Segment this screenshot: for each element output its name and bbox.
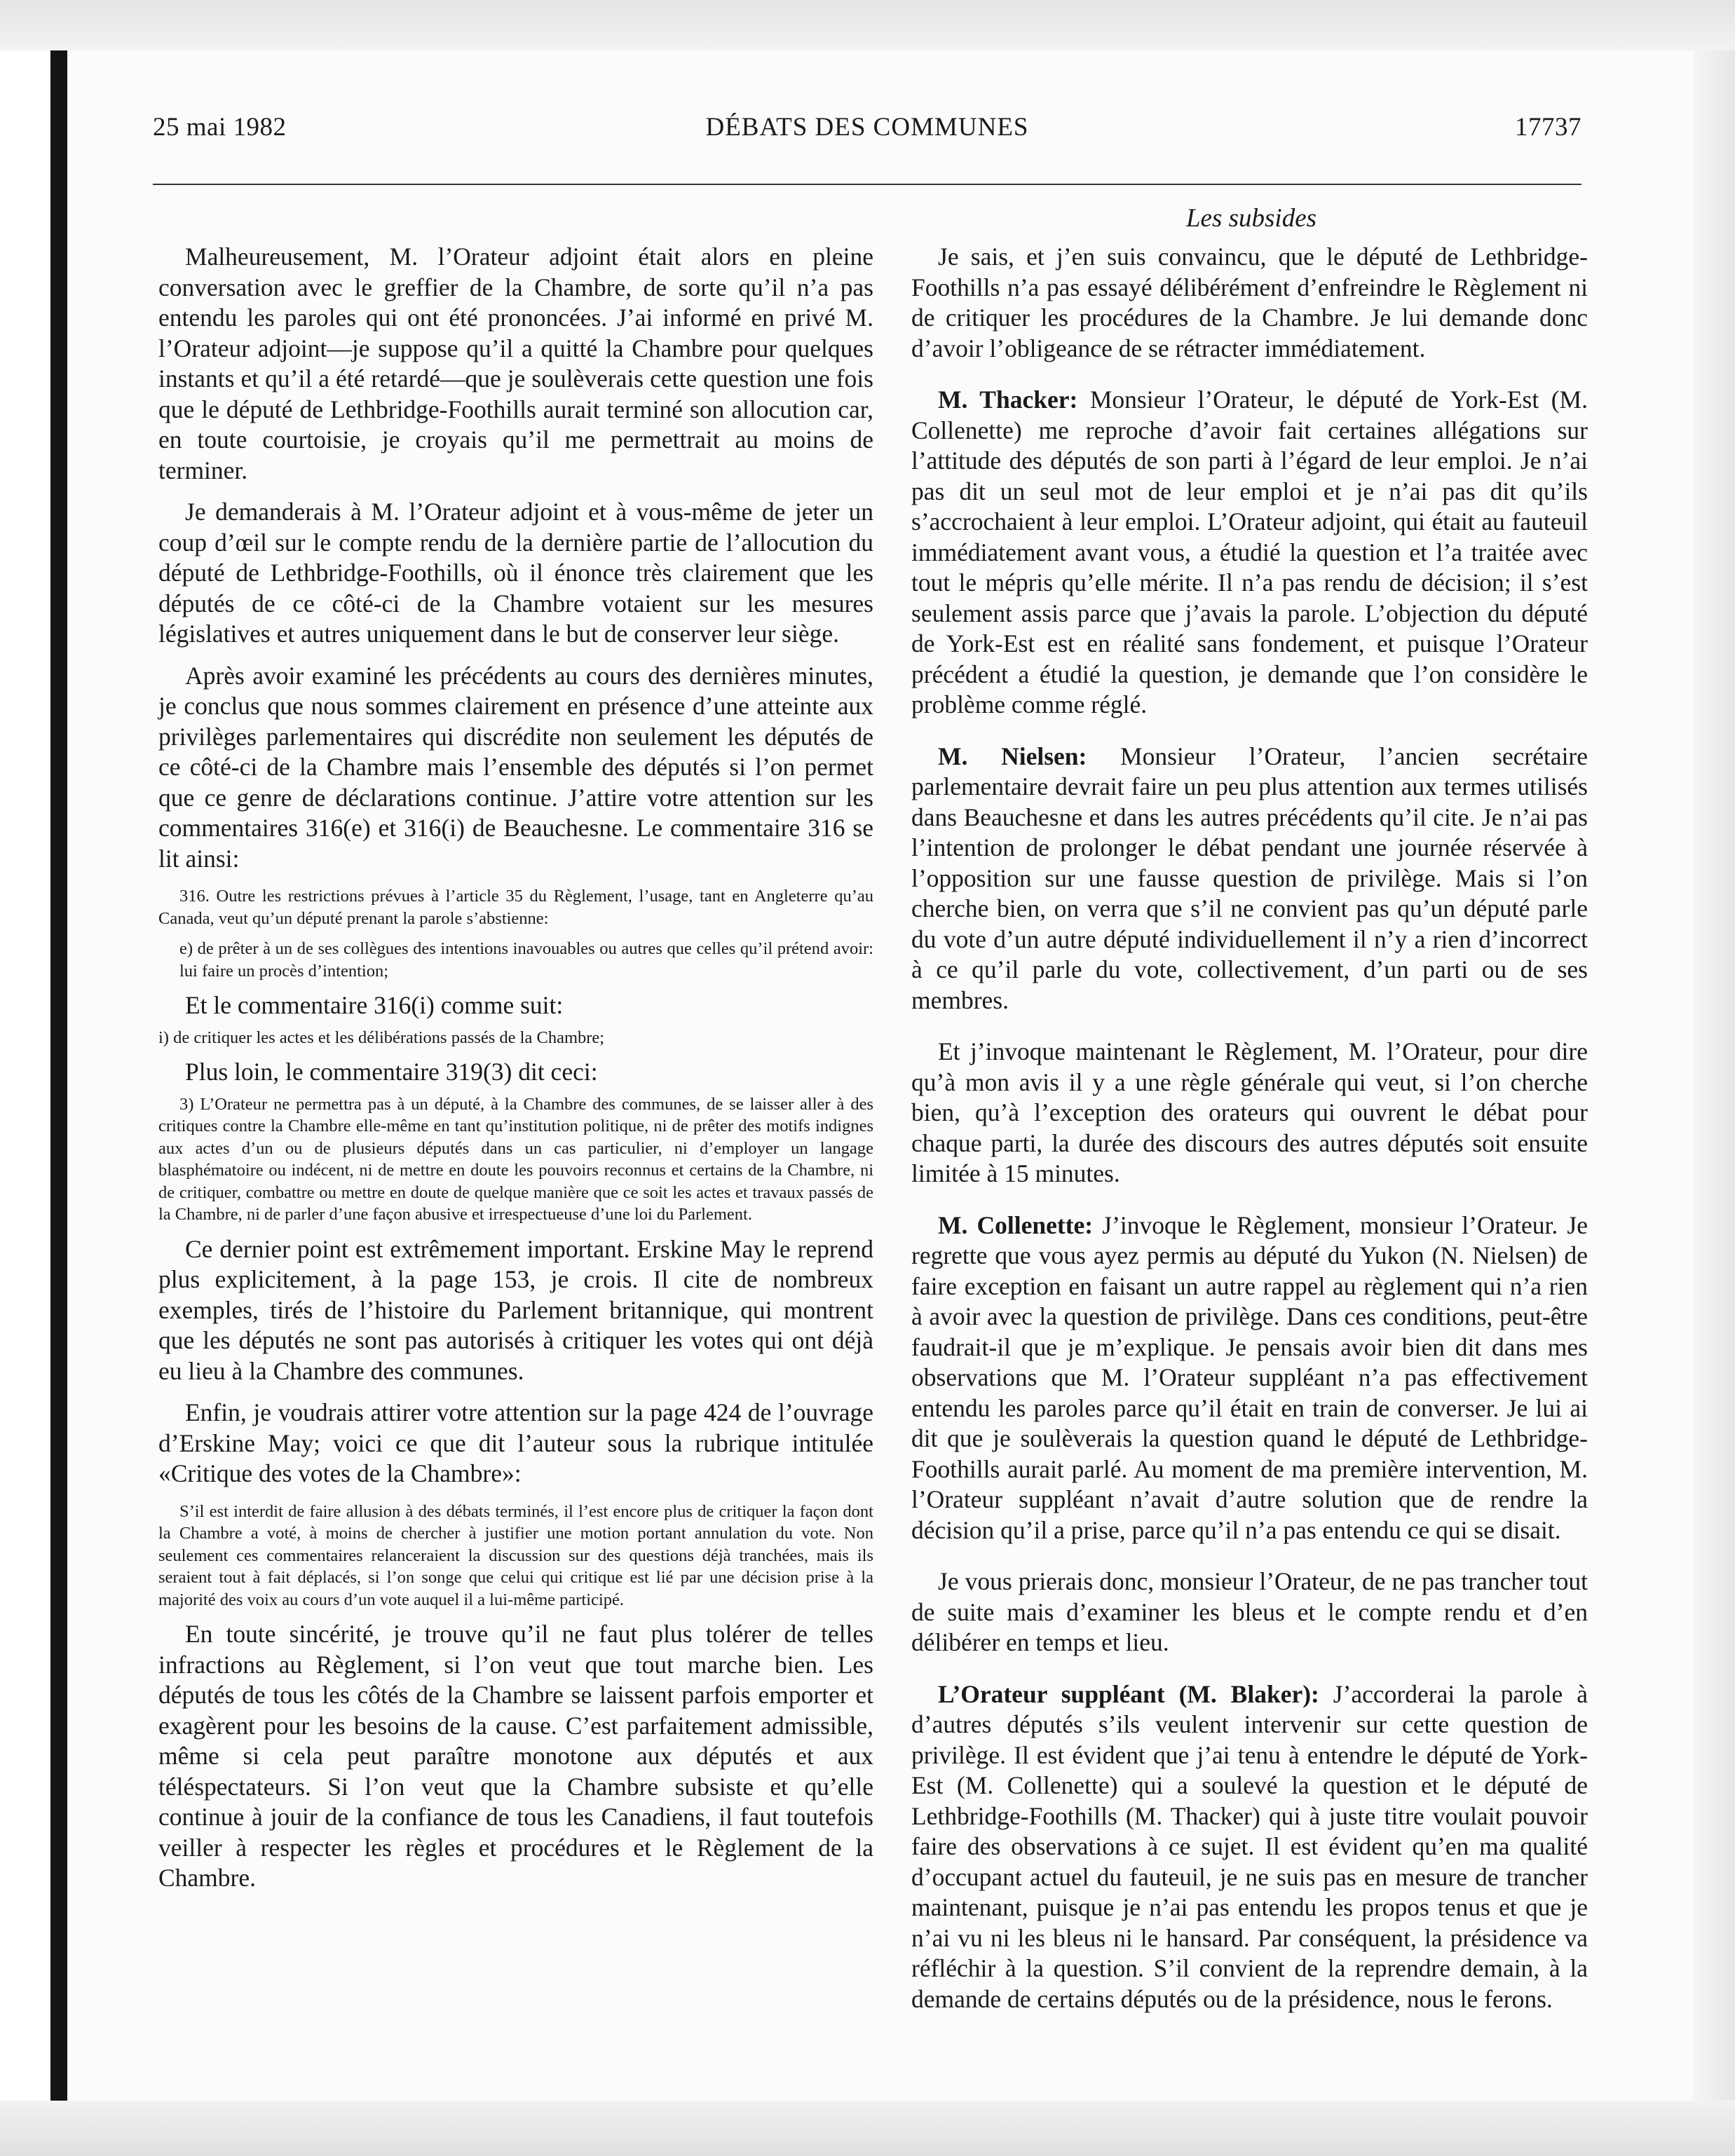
speaker-name: M. Thacker: (938, 386, 1078, 414)
header-rule (153, 184, 1581, 185)
speech-text: J’invoque le Règlement, monsieur l’Orateur. Je regrette que vous ayez permis au député du Yukon (N. Nielsen) de faire exception en faisant un autre rappel au règlement qui n’a rien à avoir avec la question de privilège. Dans ces conditions, peut-être faudrait-il que je m’explique. Je pensais avoir bien dit dans mes observations que M. l’Orateur suppléant n’a pas effectivement entendu les paroles parce qu’il était en train de converser. Je lui ai dit que je soulèverais la question quand le député de Lethbridge-Foothills aurait parlé. Au moment de ma première intervention, M. l’Orateur suppléant n’avait d’autre solution que de rendre la décision qu’il a prise, parce qu’il n’a pas entendu ce qui se disait. (911, 1210, 1588, 1544)
paragraph: Et le commentaire 316(i) comme suit: (185, 991, 564, 1019)
block-quote: 3) L’Orateur ne permettra pas à un député, à la Chambre des communes, de se laisser aller à des critiques contre la Chambre elle-même en tant qu’institution politique, ni de prêter des motifs indignes aux actes d’un ou de plusieurs députés dans un cas particulier, ni d’employer un langage blasphématoire ou indécent, ni de mettre en doute les pouvoirs reconnus et certains de la Chambre, ni de critiquer, combattre ou mettre en doute de quelque manière que ce soit les actes et travaux passés de la Chambre, ni de parler d’une façon abusive et irrespectueuse d’une loi du Parlement. (158, 1094, 873, 1224)
paragraph: Enfin, je voudrais attirer votre attention sur la page 424 de l’ouvrage d’Erskine May; voici ce que dit l’auteur sous la rubrique intitulée «Critique des votes de la Chambre»: (158, 1398, 873, 1487)
left-column (158, 242, 873, 1905)
block-quote: i) de critiquer les actes et les délibérations passés de la Chambre; (158, 1028, 605, 1047)
speech-text: Monsieur l’Orateur, l’ancien secrétaire parlementaire devrait faire un peu plus attention aux termes utilisés dans Beauchesne et dans les autres précédents qu’il cite. Je n’ai pas l’intention de prolonger le débat pendant une journée réservée à l’opposition sur une fausse question de privilège. Mais si l’on cherche bien, on verra que s’il ne convient pas qu’un député parle du vote d’un autre député individuellement il n’y a rien d’incorrect à ce qu’il parle du vote, collectivement, d’un parti ou de ses membres. (911, 742, 1588, 1014)
speech (911, 1210, 1588, 1546)
scan-border-right (1693, 50, 1735, 2156)
header-date: 25 mai 1982 (153, 113, 287, 142)
paragraph: Ce dernier point est extrêmement important. Erskine May le reprend plus explicitement, à la page 153, je crois. Il cite de nombreux exemples, tirés de l’histoire du Parlement britannique, qui montrent que les députés ne sont pas autorisés à critiquer les votes qui ont déjà eu lieu à la Chambre des communes. (158, 1234, 873, 1385)
paragraph: Je vous prierais donc, monsieur l’Orateur, de ne pas trancher tout de suite mais d’examiner les bleus et le compte rendu et d’en délibérer en temps et lieu. (911, 1567, 1588, 1656)
paragraph: Et j’invoque maintenant le Règlement, M. l’Orateur, pour dire qu’à mon avis il y a une règle générale qui veut, si l’on cherche bien, qu’à l’exception des orateurs qui ouvrent le débat pour chaque parti, la durée des discours des autres députés soit ensuite limitée à 15 minutes. (911, 1037, 1588, 1187)
page-number: 17737 (1515, 113, 1581, 142)
block-quote: 316. Outre les restrictions prévues à l’article 35 du Règlement, l’usage, tant en Angleterre qu’au Canada, veut qu’un député prenant la parole s’abstienne: (158, 887, 873, 928)
paragraph: Plus loin, le commentaire 319(3) dit ceci: (185, 1058, 598, 1086)
speech-text: Monsieur l’Orateur, le député de York-Est (M. Collenette) me reproche d’avoir fait certaines allégations sur l’attitude des députés de son parti à l’égard de leur emploi. Je n’ai pas dit un seul mot de leur emploi et je n’ai pas dit qu’ils s’accrochaient à leur emploi. L’Orateur adjoint, qui était au fauteuil immédiatement avant vous, a étudié la question et l’a traitée avec tout le mépris qu’elle mérite. Il n’a pas rendu de décision; il s’est seulement assis parce que j’avais la parole. L’objection du député de York-Est est en réalité sans fondement, et puisque l’Orateur précédent a étudié la question, je demande que l’on considère le problème comme réglé. (911, 386, 1588, 718)
paragraph: En toute sincérité, je trouve qu’il ne faut plus tolérer de telles infractions au Règlement, si l’on veut que tout marche bien. Les députés de tous les côtés de la Chambre se laissent parfois emporter et exagèrent pour les besoins de la cause. C’est parfaitement admissible, même si cela peut paraître monotone aux députés et aux téléspectateurs. Si l’on veut que la Chambre subsiste et qu’elle continue à jouir de la confiance de tous les Canadiens, il faut toutefois veiller à respecter les règles et procédures et le Règlement de la Chambre. (158, 1620, 873, 1892)
speaker-name: L’Orateur suppléant (M. Blaker): (938, 1679, 1319, 1708)
speaker-name: M. Collenette: (938, 1210, 1094, 1239)
paragraph: Je sais, et j’en suis convaincu, que le député de Lethbridge-Foothills n’a pas essayé délibérément d’enfreindre le Règlement ni de critiquer les procédures de la Chambre. Je lui demande donc d’avoir l’obligeance de se rétracter immédiatement. (911, 243, 1588, 362)
speech-text: J’accorderai la parole à d’autres députés s’ils veulent intervenir sur cette question de privilège. Il est évident que j’ai tenu à entendre le député de York-Est (M. Collenette) qui a soulevé la question et le député de Lethbridge-Foothills (M. Thacker) qui à juste titre voulait pouvoir faire des observations à ce sujet. Il est évident qu’en ma qualité d’occupant actuel du fauteuil, je ne suis pas en mesure de trancher maintenant, puisque je n’ai pas entendu les propos tenus et que je n’ai vu ni les bleus ni le hansard. Par conséquent, la présidence va réfléchir à la question. S’il convient de la reprendre demain, à la demande de certains députés ou de la présidence, nous le ferons. (911, 1679, 1588, 2013)
paragraph: Je demanderais à M. l’Orateur adjoint et à vous-même de jeter un coup d’œil sur le compte rendu de la dernière partie de l’allocution du député de Lethbridge-Foothills, où il énonce très clairement que les députés de ce côté-ci de la Chambre votaient sur les mesures législatives et autres uniquement dans le but de conserver leur siège. (158, 498, 873, 648)
paragraph: Malheureusement, M. l’Orateur adjoint était alors en pleine conversation avec le greffier de la Chambre, de sorte qu’il n’a pas entendu les paroles qui ont été prononcées. J’ai informé en privé M. l’Orateur adjoint—je suppose qu’il a quitté la Chambre pour quelques instants et qu’il a été retardé—que je soulèverais cette question une fois que le député de Lethbridge-Foothills aurait terminé son allocution car, en toute courtoisie, je croyais qu’il me permettrait au moins de terminer. (158, 243, 873, 484)
scan-binding-edge (50, 50, 67, 2101)
block-quote: e) de prêter à un de ses collègues des intentions inavouables ou autres que celles qu’il prétend avoir: lui faire un procès d’intention; (179, 939, 873, 981)
scan-border-top (0, 0, 1735, 50)
speech (911, 1679, 1588, 2015)
block-quote: S’il est interdit de faire allusion à des débats terminés, il l’est encore plus de critiquer la façon dont la Chambre a voté, à moins de chercher à justifier une motion portant annulation du vote. Non seulement ces commentaires relanceraient la discussion sur des questions déjà tranchées, mais ils seraient tout à fait déplacés, si l’on songe que celui qui critique est lié par une décision prise à la majorité des voix au cours d’un vote auquel il a lui-même participé. (158, 1501, 873, 1609)
header-title: DÉBATS DES COMMUNES (705, 113, 1029, 142)
paragraph: Après avoir examiné les précédents au cours des dernières minutes, je conclus que nous sommes clairement en présence d’une atteinte aux privilèges parlementaires qui discrédite non seulement les députés de ce côté-ci de la Chambre mais l’ensemble des députés si l’on permet que ce genre de déclarations continue. J’attire votre attention sur les commentaires 316(e) et 316(i) de Beauchesne. Le commentaire 316 se lit ainsi: (158, 661, 873, 873)
speech (911, 385, 1588, 721)
speech (911, 742, 1588, 1016)
page-header (153, 105, 1581, 144)
scan-border-bottom (0, 2101, 1735, 2156)
running-head: Les subsides (1185, 204, 1317, 233)
speaker-name: M. Nielsen: (938, 742, 1087, 770)
right-column (911, 242, 1588, 2035)
